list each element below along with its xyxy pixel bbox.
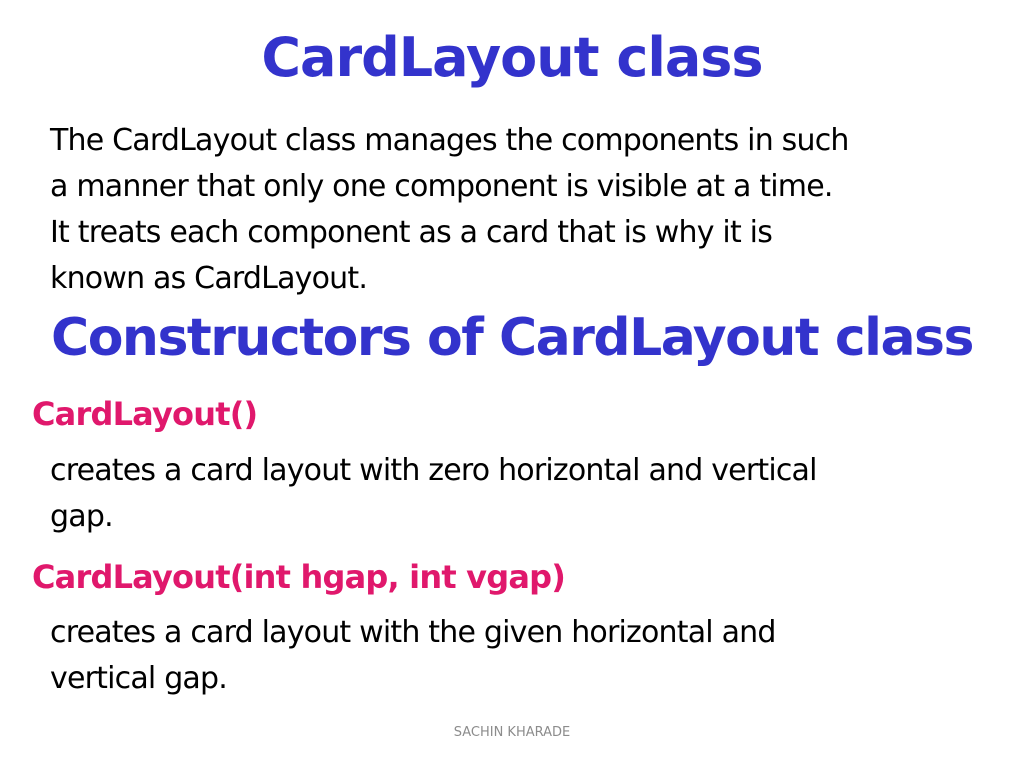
intro-line: The CardLayout class manages the components in such (50, 123, 849, 158)
constructor-description-gap (50, 610, 1010, 702)
description-line: creates a card layout with the given horizontal and (50, 615, 776, 650)
description-line: gap. (50, 499, 113, 534)
footer-author: SACHIN KHARADE (453, 725, 571, 740)
constructor-description-default (50, 448, 1010, 540)
slide-title: CardLayout class (261, 26, 763, 89)
intro-line: It treats each component as a card that is why it is (50, 215, 773, 250)
description-line: creates a card layout with zero horizontal and vertical (50, 453, 817, 488)
intro-line: known as CardLayout. (50, 261, 368, 296)
constructor-name-default: CardLayout() (32, 395, 258, 433)
intro-paragraph (50, 118, 1010, 302)
intro-line: a manner that only one component is visible at a time. (50, 169, 833, 204)
constructor-name-gap: CardLayout(int hgap, int vgap) (32, 558, 566, 596)
description-line: vertical gap. (50, 661, 227, 696)
section-heading: Constructors of CardLayout class (51, 308, 973, 368)
